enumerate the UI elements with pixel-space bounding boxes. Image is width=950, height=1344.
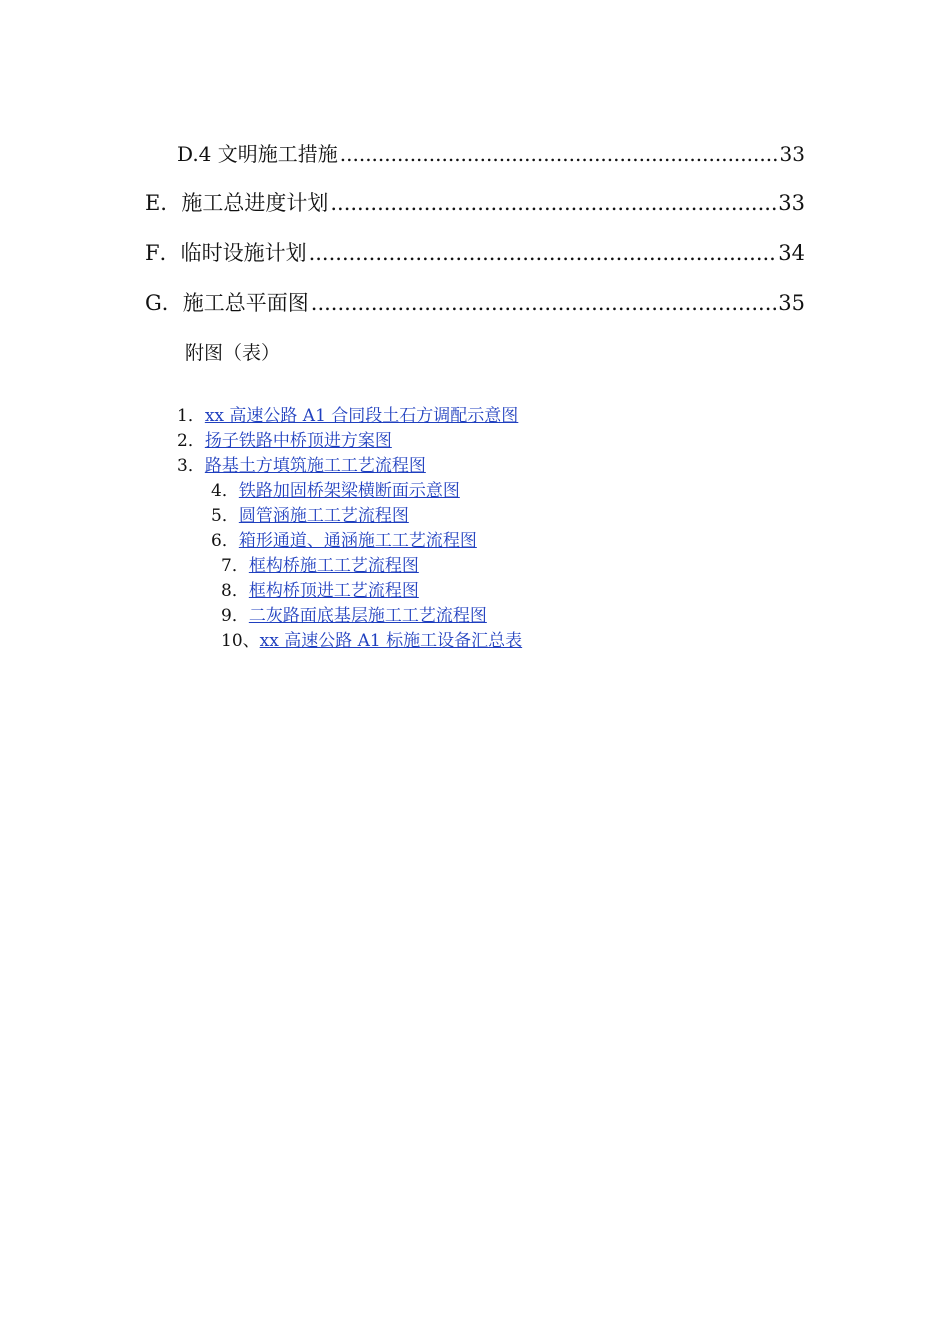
toc-entry-e[interactable] bbox=[145, 187, 805, 217]
appendix-item-number: 7． bbox=[221, 556, 249, 576]
toc-page-number: 33 bbox=[778, 191, 805, 215]
appendix-item bbox=[221, 551, 419, 576]
appendix-item bbox=[221, 626, 522, 651]
appendix-link[interactable]: 箱形通道、通涵施工工艺流程图 bbox=[238, 531, 477, 551]
appendix-link[interactable]: 框构桥顶进工艺流程图 bbox=[248, 581, 419, 601]
toc-page-number: 34 bbox=[778, 241, 805, 265]
toc-entry-label: F．临时设施计划 bbox=[145, 241, 307, 265]
appendix-item bbox=[177, 451, 426, 476]
toc-page-number: 33 bbox=[779, 142, 805, 166]
appendix-item bbox=[221, 576, 419, 601]
appendix-item bbox=[211, 526, 477, 551]
appendix-link[interactable]: xx 高速公路 A1 标施工设备汇总表 bbox=[259, 631, 523, 651]
appendix-link[interactable]: 圆管涵施工工艺流程图 bbox=[238, 506, 409, 526]
appendix-item-number: 6． bbox=[211, 531, 239, 551]
appendix-link[interactable]: 铁路加固桥架梁横断面示意图 bbox=[238, 481, 460, 501]
toc-entry-label: E．施工总进度计划 bbox=[145, 191, 329, 215]
appendix-item-number: 1． bbox=[177, 406, 205, 426]
toc-leader-dots bbox=[309, 241, 777, 265]
appendix-item bbox=[221, 601, 487, 626]
appendix-item-number: 4． bbox=[211, 481, 239, 501]
appendix-link[interactable]: 路基土方填筑施工工艺流程图 bbox=[204, 456, 426, 476]
appendix-item bbox=[211, 501, 409, 526]
appendix-item-number: 3． bbox=[177, 456, 205, 476]
toc-entry-g[interactable] bbox=[145, 287, 805, 317]
appendix-item-number: 10、 bbox=[221, 631, 260, 651]
appendix-item-number: 5． bbox=[211, 506, 239, 526]
appendix-link[interactable]: 二灰路面底基层施工工艺流程图 bbox=[248, 606, 487, 626]
appendix-title: 附图（表） bbox=[185, 342, 281, 364]
toc-entry-d4[interactable] bbox=[177, 138, 805, 167]
appendix-item bbox=[177, 426, 392, 451]
appendix-item-number: 2． bbox=[177, 431, 205, 451]
appendix-link[interactable]: xx 高速公路 A1 合同段土石方调配示意图 bbox=[204, 406, 519, 426]
appendix-link[interactable]: 扬子铁路中桥顶进方案图 bbox=[204, 431, 392, 451]
appendix-item-number: 9． bbox=[221, 606, 249, 626]
appendix-link[interactable]: 框构桥施工工艺流程图 bbox=[248, 556, 419, 576]
appendix-item bbox=[211, 476, 460, 501]
appendix-item-number: 8． bbox=[221, 581, 249, 601]
toc-leader-dots bbox=[330, 191, 776, 215]
toc-entry-f[interactable] bbox=[145, 237, 805, 267]
toc-entry-label: G．施工总平面图 bbox=[145, 291, 309, 315]
toc-page-number: 35 bbox=[778, 291, 805, 315]
toc-leader-dots bbox=[311, 291, 776, 315]
toc-entry-label: D.4 文明施工措施 bbox=[177, 142, 338, 166]
appendix-item bbox=[177, 401, 518, 426]
toc-leader-dots bbox=[340, 142, 778, 166]
